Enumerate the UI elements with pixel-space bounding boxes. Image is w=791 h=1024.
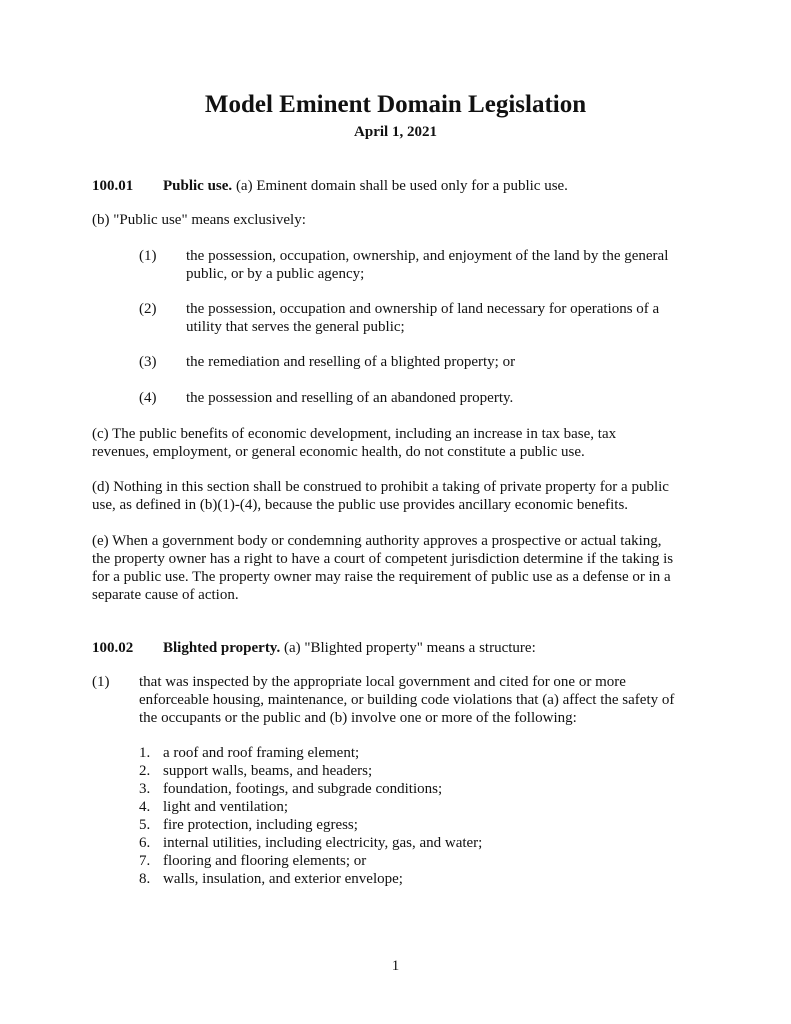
- list-item-text: the possession, occupation and ownership of land necessary for operations of a: [186, 301, 660, 317]
- list-item-text: walls, insulation, and exterior envelope;: [163, 871, 403, 887]
- list-item-text: the possession and reselling of an abandoned property.: [186, 390, 514, 406]
- list-item-number: 4.: [139, 799, 151, 815]
- list-item-text: a roof and roof framing element;: [163, 745, 360, 761]
- section-100-02-intro: (a) "Blighted property" means a structure:: [280, 640, 536, 656]
- list-item-number: (1): [92, 674, 110, 690]
- section-100-02-heading: Blighted property.: [163, 640, 281, 656]
- section-100-01-c-line: revenues, employment, or general economic health, do not constitute a public use.: [92, 444, 585, 460]
- list-item-number: 2.: [139, 763, 151, 779]
- section-100-01-e-line: separate cause of action.: [92, 587, 239, 603]
- list-item-text: fire protection, including egress;: [163, 817, 358, 833]
- section-100-01-heading: Public use.: [163, 178, 233, 194]
- list-item-number: 1.: [139, 745, 151, 761]
- page-number: 1: [391, 958, 400, 974]
- list-item-number: 3.: [139, 781, 151, 797]
- document-date: April 1, 2021: [354, 124, 437, 140]
- section-100-01-e-line: for a public use. The property owner may raise the requirement of public use as a defense or in a: [92, 569, 671, 585]
- list-item-number: (4): [139, 390, 157, 406]
- list-item-number: (2): [139, 301, 157, 317]
- list-item-text: foundation, footings, and subgrade conditions;: [163, 781, 443, 797]
- section-100-01-intro: (a) Eminent domain shall be used only for a public use.: [232, 178, 568, 194]
- list-item-number: 5.: [139, 817, 151, 833]
- list-item-number: 7.: [139, 853, 151, 869]
- list-item-number: (1): [139, 248, 157, 264]
- list-item-text: internal utilities, including electricity, gas, and water;: [163, 835, 483, 851]
- list-item-text: utility that serves the general public;: [186, 319, 405, 335]
- section-100-01-d-line: use, as defined in (b)(1)-(4), because the public use provides ancillary economic benefits.: [92, 497, 629, 513]
- list-item-text: public, or by a public agency;: [186, 266, 365, 282]
- list-item-text: the possession, occupation, ownership, and enjoyment of the land by the general: [186, 248, 669, 264]
- list-item-number: 8.: [139, 871, 151, 887]
- section-100-01-number: 100.01: [92, 178, 134, 194]
- section-100-02-number: 100.02: [92, 640, 134, 656]
- section-100-02-heading-line: [163, 638, 536, 658]
- list-item-text: enforceable housing, maintenance, or building code violations that (a) affect the safety of: [139, 692, 675, 708]
- list-item-text: the remediation and reselling of a blighted property; or: [186, 354, 516, 370]
- section-100-01-b: (b) "Public use" means exclusively:: [92, 212, 306, 228]
- section-100-01-c-line: (c) The public benefits of economic development, including an increase in tax base, tax: [92, 426, 617, 442]
- list-item-text: the occupants or the public and (b) involve one or more of the following:: [139, 710, 577, 726]
- section-100-01-e-line: the property owner has a right to have a court of competent jurisdiction determine if the taking is: [92, 551, 674, 567]
- section-100-01-heading-line: [163, 176, 568, 196]
- section-100-01-e-line: (e) When a government body or condemning authority approves a prospective or actual taking,: [92, 533, 662, 549]
- list-item-number: 6.: [139, 835, 151, 851]
- list-item-number: (3): [139, 354, 157, 370]
- section-100-01-d-line: (d) Nothing in this section shall be construed to prohibit a taking of private property for a public: [92, 479, 669, 495]
- list-item-text: that was inspected by the appropriate local government and cited for one or more: [139, 674, 626, 690]
- list-item-text: flooring and flooring elements; or: [163, 853, 367, 869]
- list-item-text: light and ventilation;: [163, 799, 288, 815]
- list-item-text: support walls, beams, and headers;: [163, 763, 373, 779]
- document-title: Model Eminent Domain Legislation: [204, 91, 587, 118]
